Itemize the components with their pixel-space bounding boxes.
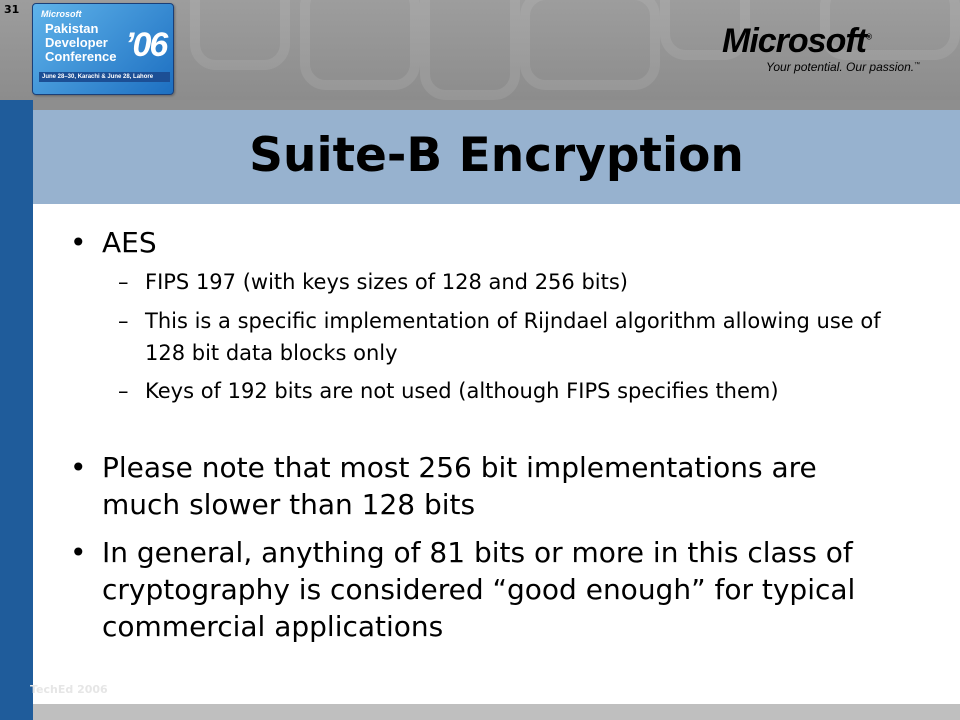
sub-bullet-text: This is a specific implementation of Rijndael algorithm allowing use of 128 bit data blocks only <box>145 309 881 365</box>
conference-logo-year: ’06 <box>125 26 167 64</box>
trademark-mark: ™ <box>914 62 921 68</box>
sub-bullet-marker: – <box>118 270 129 294</box>
bullet-marker: • <box>70 451 87 484</box>
sub-bullet-marker: – <box>118 379 129 403</box>
bottom-strip <box>33 704 960 720</box>
footer-text: TechEd 2006 <box>30 683 108 696</box>
conference-logo-line1: Pakistan <box>45 21 99 36</box>
slide-header <box>0 0 960 100</box>
slide-title: Suite-B Encryption <box>249 128 744 183</box>
sub-bullet-text: FIPS 197 (with keys sizes of 128 and 256 bits) <box>145 270 628 294</box>
bullet-marker: • <box>70 536 87 569</box>
sub-bullet-text: Keys of 192 bits are not used (although FIPS specifies them) <box>145 379 779 403</box>
bullet-text: Please note that most 256 bit implementations are much slower than 128 bits <box>102 451 817 521</box>
bullet-text: In general, anything of 81 bits or more in this class of cryptography is considered “good enough” for typical commercial applications <box>102 536 856 643</box>
conference-logo-line2: Developer <box>45 35 108 50</box>
conference-logo-brand: Microsoft <box>41 9 82 19</box>
sub-bullet-marker: – <box>118 309 129 333</box>
microsoft-wordmark: Microsoft <box>722 22 866 60</box>
slide-number: 31 <box>4 3 20 16</box>
bullet-text: AES <box>102 226 157 259</box>
conference-logo <box>32 3 174 95</box>
microsoft-tagline <box>766 60 920 74</box>
bullet-marker: • <box>70 226 87 259</box>
microsoft-logo <box>722 22 871 61</box>
conference-logo-line3: Conference <box>45 49 117 64</box>
tagline-text: Your potential. Our passion. <box>766 60 915 74</box>
left-accent-bar <box>0 100 33 720</box>
registered-mark: ® <box>866 32 871 42</box>
conference-logo-dates: June 28–30, Karachi & June 28, Lahore <box>39 72 170 82</box>
